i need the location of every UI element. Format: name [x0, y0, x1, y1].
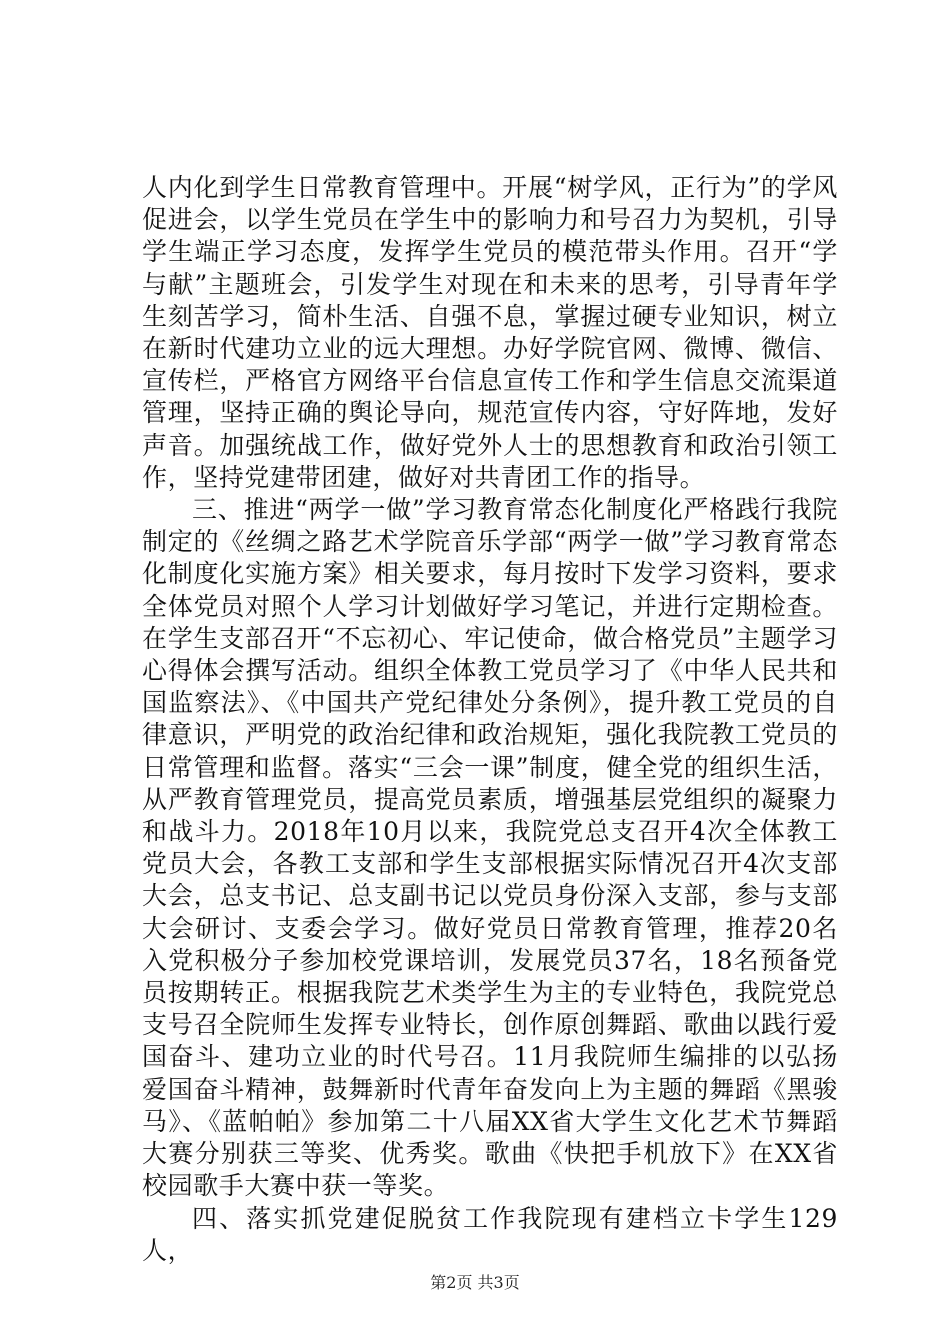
paragraph-section-four: 四、落实抓党建促脱贫工作我院现有建档立卡学生129人，	[142, 1203, 838, 1265]
page-number-footer: 第2页 共3页	[430, 1273, 520, 1292]
document-body	[142, 172, 838, 1267]
paragraph-continuation: 人内化到学生日常教育管理中。开展“树学风，正行为”的学风促进会，以学生党员在学生中的影响力和号召力为契机，引导学生端正学习态度，发挥学生党员的模范带头作用。召开“学与献”主题班会，引发学生对现在和未来的思考，引导青年学生刻苦学习，简朴生活、自强不息，掌握过硬专业知识，树立在新时代建功立业的远大理想。办好学院官网、微博、微信、宣传栏，严格官方网络平台信息宣传工作和学生信息交流渠道管理，坚持正确的舆论导向，规范宣传内容，守好阵地，发好声音。加强统战工作，做好党外人士的思想教育和政治引领工作，坚持党建带团建，做好对共青团工作的指导。	[142, 173, 838, 492]
paragraph-section-three: 三、推进“两学一做”学习教育常态化制度化严格践行我院制定的《丝绸之路艺术学院音乐学部“两学一做”学习教育常态化制度化实施方案》相关要求，每月按时下发学习资料，要求全体党员对照个人学习计划做好学习笔记，并进行定期检查。在学生支部召开“不忘初心、牢记使命，做合格党员”主题学习心得体会撰写活动。组织全体教工党员学习了《中华人民共和国监察法》、《中国共产党纪律处分条例》，提升教工党员的自律意识，严明党的政治纪律和政治规矩，强化我院教工党员的日常管理和监督。落实“三会一课”制度，健全党的组织生活，从严教育管理党员，提高党员素质，增强基层党组织的凝聚力和战斗力。2018年10月以来，我院党总支召开4次全体教工党员大会，各教工支部和学生支部根据实际情况召开4次支部大会，总支书记、总支副书记以党员身份深入支部，参与支部大会研讨、支委会学习。做好党员日常教育管理，推荐20名入党积极分子参加校党课培训，发展党员37名，18名预备党员按期转正。根据我院艺术类学生为主的专业特色，我院党总支号召全院师生发挥专业特长，创作原创舞蹈、歌曲以践行爱国奋斗、建功立业的时代号召。11月我院师生编排的以弘扬爱国奋斗精神，鼓舞新时代青年奋发向上为主题的舞蹈《黑骏马》、《蓝帕帕》参加第二十八届XX省大学生文化艺术节舞蹈大赛分别获三等奖、优秀奖。歌曲《快把手机放下》在XX省校园歌手大赛中获一等奖。	[142, 495, 838, 1201]
